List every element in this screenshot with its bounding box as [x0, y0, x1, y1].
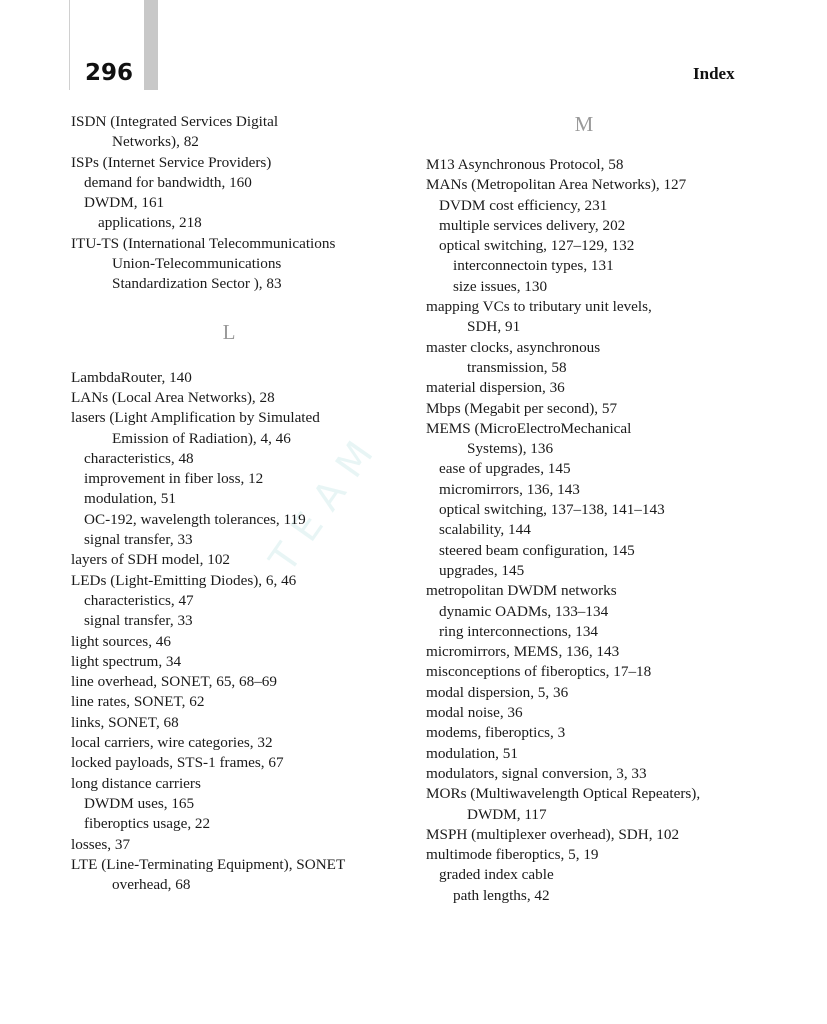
index-entry: long distance carriers [71, 774, 201, 792]
index-entry-continuation: Emission of Radiation), 4, 46 [112, 429, 291, 447]
index-entry-continuation: Networks), 82 [112, 133, 199, 151]
index-subentry: micromirrors, 136, 143 [439, 480, 580, 498]
index-entry: links, SONET, 68 [71, 713, 179, 731]
index-entry: ITU-TS (International Telecommunications [71, 234, 336, 252]
index-entry: LTE (Line-Terminating Equipment), SONET [71, 855, 346, 873]
index-subentry: OC-192, wavelength tolerances, 119 [84, 510, 306, 528]
index-subentry: DWDM uses, 165 [84, 794, 195, 812]
index-entry: LANs (Local Area Networks), 28 [71, 388, 275, 406]
index-subentry: improvement in fiber loss, 12 [84, 470, 264, 488]
index-entry: modulators, signal conversion, 3, 33 [426, 764, 647, 782]
index-entry: line overhead, SONET, 65, 68–69 [71, 673, 277, 691]
index-subentry: scalability, 144 [439, 521, 531, 539]
index-entry: lasers (Light Amplification by Simulated [71, 409, 320, 427]
index-entry: MSPH (multiplexer overhead), SDH, 102 [426, 825, 680, 843]
index-group-i [71, 112, 411, 295]
index-group-l [71, 368, 411, 896]
index-subentry: ease of upgrades, 145 [439, 460, 571, 478]
index-subentry: demand for bandwidth, 160 [84, 173, 252, 191]
index-subentry: dynamic OADMs, 133–134 [439, 602, 609, 620]
index-entry: ISDN (Integrated Services Digital [71, 113, 279, 130]
index-entry-continuation: DWDM, 117 [467, 805, 547, 823]
index-entry: modal noise, 36 [426, 704, 523, 722]
index-subentry: multiple services delivery, 202 [439, 216, 626, 234]
index-entry: MANs (Metropolitan Area Networks), 127 [426, 176, 687, 194]
section-letter-l: L [222, 319, 236, 344]
index-entry: light sources, 46 [71, 632, 171, 650]
index-subentry: size issues, 130 [453, 277, 548, 295]
index-subentry: fiberoptics usage, 22 [84, 815, 211, 833]
index-entry: local carriers, wire categories, 32 [71, 734, 273, 752]
index-entry: layers of SDH model, 102 [71, 551, 231, 569]
index-entry-continuation: transmission, 58 [467, 358, 567, 376]
index-subentry: characteristics, 48 [84, 449, 194, 467]
index-entry-continuation: Union-Telecommunications [112, 255, 282, 273]
index-entry: modal dispersion, 5, 36 [426, 683, 569, 701]
section-letter-m: M [574, 112, 594, 136]
index-entry: mapping VCs to tributary unit levels, [426, 298, 652, 316]
index-entry: MEMS (MicroElectroMechanical [426, 419, 632, 437]
index-entry-continuation: Systems), 136 [467, 440, 554, 458]
index-subentry: DVDM cost efficiency, 231 [439, 196, 608, 214]
running-head: Index [693, 64, 735, 83]
index-entry: ISPs (Internet Service Providers) [71, 153, 272, 171]
index-subentry: path lengths, 42 [453, 886, 550, 904]
index-subentry: applications, 218 [98, 214, 202, 232]
index-column-right [426, 112, 766, 906]
index-subentry: interconnectoin types, 131 [453, 257, 614, 275]
index-entry: M13 Asynchronous Protocol, 58 [426, 156, 624, 173]
index-entry: multimode fiberoptics, 5, 19 [426, 846, 599, 864]
index-entry: MORs (Multiwavelength Optical Repeaters), [426, 785, 701, 803]
index-subentry: DWDM, 161 [84, 194, 165, 212]
index-entry: LambdaRouter, 140 [71, 368, 192, 386]
page-tab-border [69, 0, 70, 90]
index-column-left [71, 112, 411, 895]
index-entry: modems, fiberoptics, 3 [426, 724, 566, 742]
index-entry-continuation: Standardization Sector ), 83 [112, 275, 282, 293]
index-entry-continuation: SDH, 91 [467, 318, 521, 336]
index-entry: master clocks, asynchronous [426, 338, 601, 356]
index-entry: modulation, 51 [426, 744, 518, 762]
index-subentry: optical switching, 127–129, 132 [439, 237, 635, 255]
index-entry-continuation: overhead, 68 [112, 876, 191, 894]
index-subentry: upgrades, 145 [439, 561, 525, 579]
index-subentry: steered beam configuration, 145 [439, 541, 635, 559]
page-number: 296 [85, 60, 134, 86]
index-subentry: characteristics, 47 [84, 591, 194, 609]
index-subentry: graded index cable [439, 866, 554, 884]
index-entry: LEDs (Light-Emitting Diodes), 6, 46 [71, 571, 297, 589]
index-entry: material dispersion, 36 [426, 379, 565, 397]
index-entry: line rates, SONET, 62 [71, 693, 205, 711]
index-entry: locked payloads, STS-1 frames, 67 [71, 754, 284, 772]
page-tab-bar [144, 0, 158, 90]
index-subentry: signal transfer, 33 [84, 531, 193, 549]
index-entry: misconceptions of fiberoptics, 17–18 [426, 663, 652, 681]
index-entry: losses, 37 [71, 835, 131, 853]
index-subentry: modulation, 51 [84, 490, 176, 508]
index-entry: micromirrors, MEMS, 136, 143 [426, 643, 620, 661]
index-entry: metropolitan DWDM networks [426, 582, 617, 600]
index-subentry: optical switching, 137–138, 141–143 [439, 501, 665, 519]
index-subentry: signal transfer, 33 [84, 612, 193, 630]
index-subentry: ring interconnections, 134 [439, 622, 599, 640]
index-entry: light spectrum, 34 [71, 652, 182, 670]
index-entry: Mbps (Megabit per second), 57 [426, 399, 618, 417]
index-group-m [426, 155, 766, 906]
watermark: TEAM [260, 421, 390, 580]
